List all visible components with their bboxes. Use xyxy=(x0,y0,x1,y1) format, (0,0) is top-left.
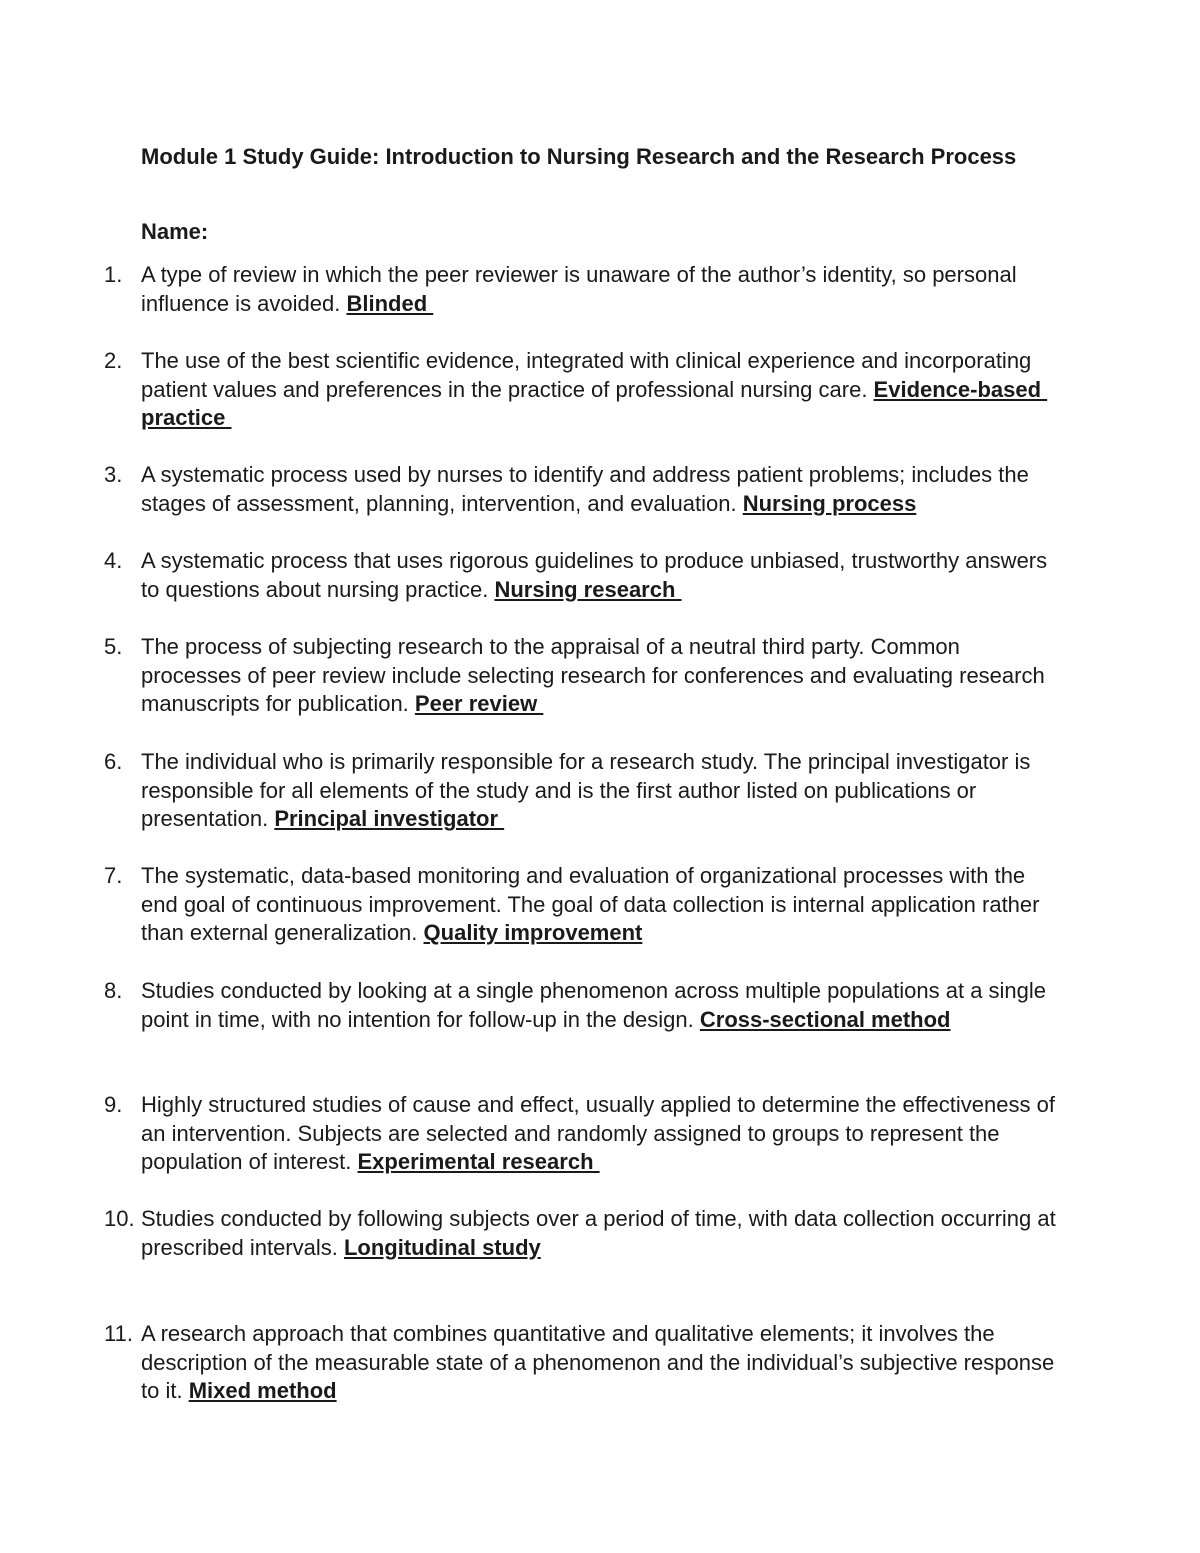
item-text xyxy=(141,977,1064,1034)
item-number: 8. xyxy=(104,978,123,1003)
item-question: Highly structured studies of cause and effect, usually applied to determine the effectiveness of an intervention. Subjects are selected and randomly assigned to groups to represent the population of interest. xyxy=(141,1092,1055,1175)
item-number: 6. xyxy=(104,749,123,774)
list-item xyxy=(104,1205,1064,1262)
item-question: The use of the best scientific evidence, integrated with clinical experience and incorporating patient values and preferences in the practice of professional nursing care. xyxy=(141,348,1032,402)
item-question: The individual who is primarily responsible for a research study. The principal investigator is responsible for all elements of the study and is the first author listed on publications or presentation. xyxy=(141,749,1031,832)
list-item xyxy=(104,347,1064,433)
item-question: Studies conducted by following subjects over a period of time, with data collection occurring at prescribed intervals. xyxy=(141,1206,1056,1260)
item-number: 4. xyxy=(104,548,123,573)
item-answer: Nursing process xyxy=(742,490,917,516)
item-text xyxy=(141,748,1064,834)
item-answer: Longitudinal study xyxy=(343,1234,541,1260)
item-text xyxy=(141,633,1064,719)
item-number: 3. xyxy=(104,462,123,487)
item-number: 11. xyxy=(104,1321,133,1346)
item-text xyxy=(141,347,1064,433)
list-item xyxy=(104,547,1064,604)
list-item xyxy=(104,977,1064,1034)
item-text xyxy=(141,1320,1064,1406)
list-item xyxy=(104,862,1064,948)
item-answer: Cross-sectional method xyxy=(699,1006,951,1032)
list-item xyxy=(104,633,1064,719)
item-number: 10. xyxy=(104,1206,135,1231)
item-text xyxy=(141,1205,1064,1262)
item-text xyxy=(141,1091,1064,1177)
list-item xyxy=(104,261,1064,318)
item-answer: Quality improvement xyxy=(423,920,643,946)
list-item xyxy=(104,461,1064,518)
list-item xyxy=(104,748,1064,834)
item-number: 9. xyxy=(104,1092,123,1117)
item-question: A systematic process used by nurses to identify and address patient problems; includes the stages of assessment, planning, intervention, and evaluation. xyxy=(141,462,1029,516)
list-item xyxy=(104,1320,1064,1406)
item-number: 5. xyxy=(104,634,123,659)
item-question: Studies conducted by looking at a single phenomenon across multiple populations at a single point in time, with no intention for follow-up in the design. xyxy=(141,978,1047,1032)
item-question: A systematic process that uses rigorous guidelines to produce unbiased, trustworthy answers to questions about nursing practice. xyxy=(141,548,1048,602)
item-number: 1. xyxy=(104,262,123,287)
document-title: Module 1 Study Guide: Introduction to Nursing Research and the Research Process xyxy=(141,144,1017,169)
item-text xyxy=(141,862,1064,948)
item-answer: Evidence-based practice xyxy=(141,376,1048,431)
item-number: 2. xyxy=(104,348,123,373)
item-text xyxy=(141,261,1064,318)
list-item xyxy=(104,1091,1064,1177)
item-number: 7. xyxy=(104,863,123,888)
item-answer: Mixed method xyxy=(188,1378,337,1404)
name-label: Name: xyxy=(141,219,209,244)
item-answer: Peer review xyxy=(414,691,544,717)
item-answer: Blinded xyxy=(346,290,434,316)
item-text xyxy=(141,461,1064,518)
item-question: A type of review in which the peer reviewer is unaware of the author’s identity, so personal influence is avoided. xyxy=(141,262,1017,316)
item-text xyxy=(141,547,1064,604)
item-answer: Experimental research xyxy=(357,1149,600,1175)
item-question: A research approach that combines quantitative and qualitative elements; it involves the description of the measurable state of a phenomenon and the individual’s subjective response to it. xyxy=(141,1321,1055,1404)
item-question: The systematic, data-based monitoring and evaluation of organizational processes with the end goal of continuous improvement. The goal of data collection is internal application rather than external generalization. xyxy=(141,863,1040,946)
item-answer: Principal investigator xyxy=(274,806,505,832)
item-question: The process of subjecting research to the appraisal of a neutral third party. Common processes of peer review include selecting research for conferences and evaluating research manuscripts for publication. xyxy=(141,634,1045,717)
item-answer: Nursing research xyxy=(494,576,682,602)
